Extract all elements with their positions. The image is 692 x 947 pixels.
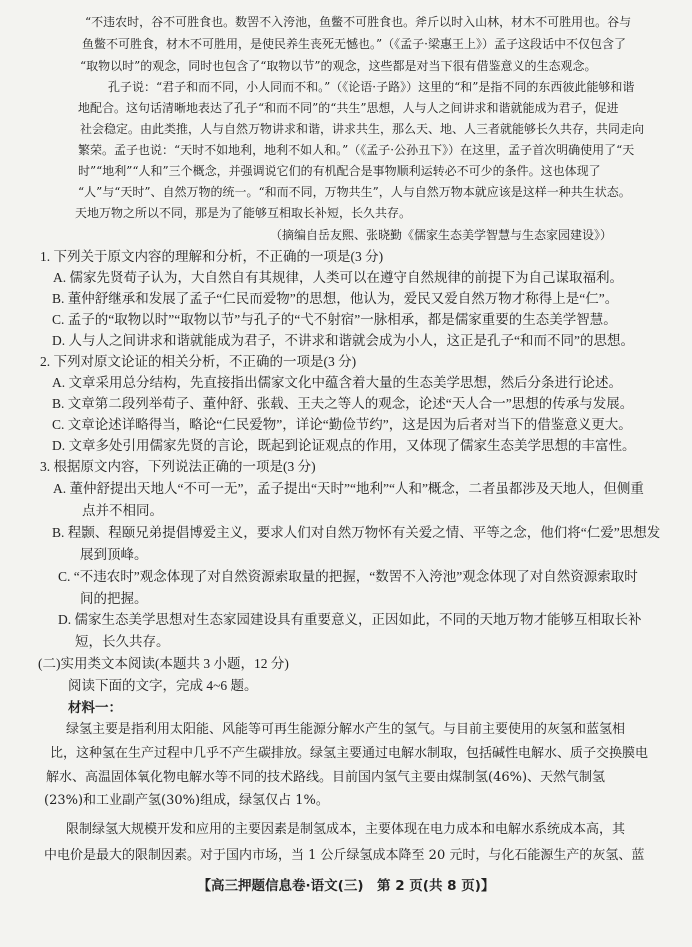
question-1-stem: 1. 下列关于原文内容的理解和分析，不正确的一项是(3 分) (40, 249, 384, 264)
material-line: 绿氢主要是指利用太阳能、风能等可再生能源分解水产生的氢气。与目前主要使用的灰氢和蓝氢相 (66, 722, 626, 737)
question-3-option-c: C. “不违农时”观念体现了对自然资源索取量的把握，“数罟不入洿池”观念体现了对自然资源索取时 (58, 569, 638, 584)
page-footer: 【高三押题信息卷·语文(三) 第 2 页(共 8 页)】 (197, 878, 495, 894)
question-3-option-c-cont: 间的把握。 (80, 591, 148, 606)
question-1-option-a: A. 儒家先贤荀子认为，大自然自有其规律，人类可以在遵守自然规律的前提下为自己谋取福利。 (53, 270, 623, 285)
question-1-option-c: C. 孟子的“取物以时”“取物以节”与孔子的“弋不射宿”一脉相承，都是儒家重要的生态美学智慧。 (52, 312, 617, 327)
passage-line: “人”与“天时”、自然万物的统一。“和而不同，万物共生”，人与自然万物本就应该是这样一种共生状态。 (78, 185, 631, 199)
passage-line: 繁荣。孟子也说：“天时不如地利，地利不如人和。”（《孟子·公孙丑下》）在这里，孟子首次明确使用了“天 (78, 143, 635, 157)
passage-line: 地配合。这句话清晰地表达了孔子“和而不同”的“共生”思想，人与人之间讲求和谐就能成为君子，促进 (78, 101, 619, 115)
question-2-stem: 2. 下列对原文论证的相关分析，不正确的一项是(3 分) (40, 354, 357, 369)
question-3-option-a: A. 董仲舒提出天地人“不可一无”，孟子提出“天时”“地利”“人和”概念，二者虽都涉及天地人，但侧重 (53, 481, 644, 496)
question-2-option-d: D. 文章多处引用儒家先贤的言论，既起到论证观点的作用，又体现了儒家生态美学思想的丰富性。 (52, 438, 636, 453)
question-2-option-a: A. 文章采用总分结构，先直接指出儒家文化中蕴含着大量的生态美学思想，然后分条进行论述。 (52, 375, 622, 390)
question-1-option-b: B. 董仲舒继承和发展了孟子“仁民而爱物”的思想，他认为，爱民又爱自然万物才称得上是“仁”。 (52, 291, 619, 306)
material-label: 材料一： (68, 700, 122, 715)
material-line: 中电价是最大的限制因素。对于国内市场，当 1 公斤绿氢成本降至 20 元时，与化石能源生产的灰氢、蓝 (44, 848, 645, 863)
question-1-option-d: D. 人与人之间讲求和谐就能成为君子，不讲求和谐就会成为小人，这正是孔子“和而不同”的思想。 (52, 333, 634, 348)
passage-line: 时”“地利”“人和”三个概念，并强调说它们的有机配合是事物顺利运转必不可少的条件。这也体现了 (78, 164, 601, 178)
question-3-option-d-cont: 短，长久共存。 (75, 634, 170, 649)
passage-line: “不违农时，谷不可胜食也。数罟不入洿池，鱼鳖不可胜食也。斧斤以时入山林，材木不可胜用也。谷与 (85, 15, 632, 29)
question-3-option-b-cont: 展到顶峰。 (80, 547, 148, 562)
material-line: 限制绿氢大规模开发和应用的主要因素是制氢成本，主要体现在电力成本和电解水系统成本高，其 (66, 822, 626, 837)
section-instruction: 阅读下面的文字，完成 4~6 题。 (68, 678, 258, 693)
question-2-option-c: C. 文章论述详略得当，略论“仁民爱物”，详论“勤俭节约”，这是因为后者对当下的借鉴意义更大。 (52, 417, 632, 432)
passage-line: 社会稳定。由此类推，人与自然万物讲求和谐，讲求共生，那么天、地、人三者就能够长久共存，共同走向 (80, 122, 645, 136)
material-line: 比，这种氢在生产过程中几乎不产生碳排放。绿氢主要通过电解水制取，包括碱性电解水、质子交换膜电 (50, 746, 649, 761)
question-3-stem: 3. 根据原文内容，下列说法正确的一项是(3 分) (40, 459, 316, 474)
passage-line: 孔子说：“君子和而不同，小人同而不和。”（《论语·子路》）这里的“和”是指不同的东西彼此能够和谐 (108, 80, 635, 94)
question-3-option-a-cont: 点并不相同。 (82, 503, 163, 518)
material-line: 解水、高温固体氧化物电解水等不同的技术路线。目前国内氢气主要由煤制氢(46%)、天然气制氢 (46, 770, 606, 785)
question-2-option-b: B. 文章第二段列举荀子、董仲舒、张载、王夫之等人的观念，论述“天人合一”思想的传承与发展。 (52, 396, 634, 411)
section-heading: (二)实用类文本阅读(本题共 3 小题，12 分) (38, 656, 289, 671)
passage-source: （摘编自岳友熙、张晓勤《儒家生态美学智慧与生态家园建设》） (270, 228, 613, 242)
passage-line: 鱼鳖不可胜食，材木不可胜用，是使民养生丧死无憾也。”（《孟子·梁惠王上》）孟子这段话中不仅包含了 (82, 37, 626, 51)
passage-line: 天地万物之所以不同，那是为了能够互相取长补短，长久共存。 (75, 206, 412, 220)
material-line: (23%)和工业副产氢(30%)组成，绿氢仅占 1%。 (44, 793, 329, 808)
question-3-option-b: B. 程颢、程颐兄弟提倡博爱主义，要求人们对自然万物怀有关爱之情、平等之念，他们将“仁爱”思想发 (52, 525, 661, 540)
passage-line: “取物以时”的观念，同时也包含了“取物以节”的观念，这些都是对当下很有借鉴意义的生态观念。 (80, 59, 597, 73)
question-3-option-d: D. 儒家生态美学思想对生态家园建设具有重要意义，正因如此，不同的天地万物才能够互相取长补 (58, 612, 642, 627)
